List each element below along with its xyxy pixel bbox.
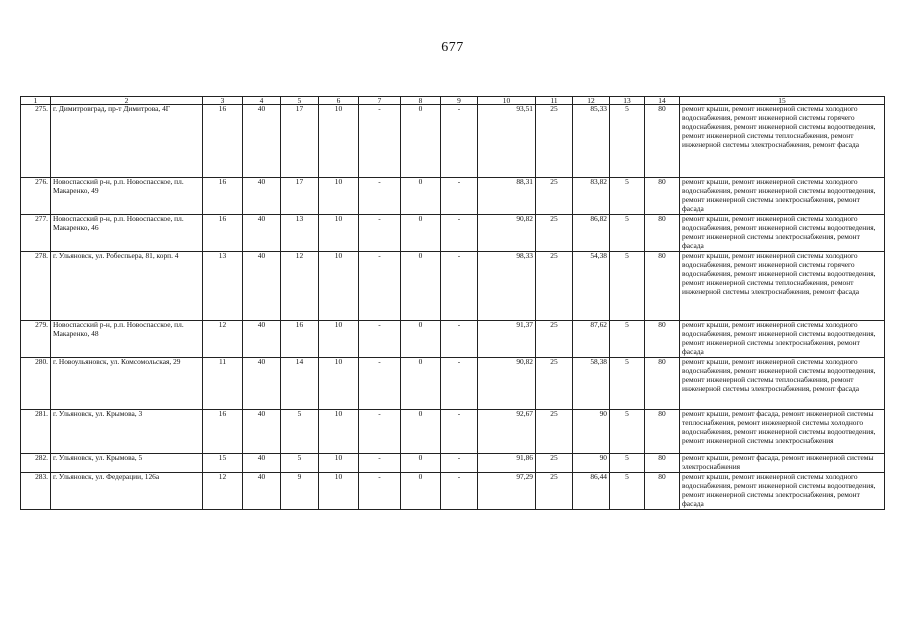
value-cell: 40 xyxy=(243,472,281,509)
value-cell: 5 xyxy=(610,321,645,358)
value-cell: 0 xyxy=(401,410,441,454)
value-cell: 25 xyxy=(536,105,573,178)
column-number-header: 8 xyxy=(401,97,441,105)
row-number: 276. xyxy=(21,178,51,215)
value-cell: 15 xyxy=(203,454,243,473)
column-number-header: 10 xyxy=(478,97,536,105)
value-cell: 80 xyxy=(645,454,680,473)
value-cell: 0 xyxy=(401,454,441,473)
value-cell: 0 xyxy=(401,321,441,358)
value-cell: 12 xyxy=(203,321,243,358)
address-cell: г. Ульяновск, ул. Робеспьера, 81, корп. 4 xyxy=(51,252,203,321)
value-cell: - xyxy=(441,454,478,473)
row-number: 277. xyxy=(21,215,51,252)
value-cell: 88,31 xyxy=(478,178,536,215)
value-cell: - xyxy=(441,321,478,358)
value-cell: 90,82 xyxy=(478,215,536,252)
works-cell: ремонт крыши, ремонт инженерной системы холодного водоснабжения, ремонт инженерной системы водоотведения, ремонт инженерной системы теплоснабжения, ремонт инженерной системы электроснабжения, ремонт фасада xyxy=(680,358,885,410)
value-cell: 16 xyxy=(281,321,319,358)
value-cell: 40 xyxy=(243,410,281,454)
value-cell: 12 xyxy=(203,472,243,509)
value-cell: 92,67 xyxy=(478,410,536,454)
value-cell: 12 xyxy=(281,252,319,321)
row-number: 281. xyxy=(21,410,51,454)
value-cell: 5 xyxy=(610,472,645,509)
column-number-header: 14 xyxy=(645,97,680,105)
value-cell: 5 xyxy=(610,252,645,321)
value-cell: 25 xyxy=(536,321,573,358)
column-number-header: 3 xyxy=(203,97,243,105)
value-cell: - xyxy=(441,252,478,321)
table-row xyxy=(21,105,885,178)
address-cell: Новоспасский р-н, р.п. Новоспасское, пл. Макаренко, 48 xyxy=(51,321,203,358)
value-cell: - xyxy=(441,472,478,509)
value-cell: - xyxy=(441,178,478,215)
value-cell: 25 xyxy=(536,178,573,215)
repair-schedule-table xyxy=(20,96,885,510)
value-cell: 10 xyxy=(319,472,359,509)
value-cell: 13 xyxy=(281,215,319,252)
row-number: 282. xyxy=(21,454,51,473)
column-number-header: 15 xyxy=(680,97,885,105)
value-cell: 0 xyxy=(401,472,441,509)
value-cell: 40 xyxy=(243,105,281,178)
value-cell: - xyxy=(359,410,401,454)
value-cell: 10 xyxy=(319,178,359,215)
value-cell: 87,62 xyxy=(573,321,610,358)
value-cell: 13 xyxy=(203,252,243,321)
value-cell: 10 xyxy=(319,321,359,358)
value-cell: 5 xyxy=(610,215,645,252)
value-cell: 10 xyxy=(319,105,359,178)
column-number-header: 6 xyxy=(319,97,359,105)
value-cell: 40 xyxy=(243,321,281,358)
value-cell: 80 xyxy=(645,252,680,321)
value-cell: - xyxy=(441,410,478,454)
column-number-header: 12 xyxy=(573,97,610,105)
value-cell: 0 xyxy=(401,252,441,321)
works-cell: ремонт крыши, ремонт фасада, ремонт инженерной системы электроснабжения xyxy=(680,454,885,473)
value-cell: - xyxy=(359,252,401,321)
row-number: 283. xyxy=(21,472,51,509)
value-cell: 17 xyxy=(281,178,319,215)
works-cell: ремонт крыши, ремонт инженерной системы холодного водоснабжения, ремонт инженерной системы горячего водоснабжения, ремонт инженерной системы водоотведения, ремонт инженерной системы теплоснабжения, ремонт инженерной системы электроснабжения, ремонт фасада xyxy=(680,105,885,178)
value-cell: - xyxy=(441,215,478,252)
value-cell: 90,82 xyxy=(478,358,536,410)
address-cell: Новоспасский р-н, р.п. Новоспасское, пл. Макаренко, 49 xyxy=(51,178,203,215)
value-cell: 9 xyxy=(281,472,319,509)
value-cell: 5 xyxy=(281,454,319,473)
page-number: 677 xyxy=(441,40,464,55)
value-cell: - xyxy=(359,178,401,215)
works-cell: ремонт крыши, ремонт фасада, ремонт инженерной системы теплоснабжения, ремонт инженерной системы холодного водоснабжения, ремонт инженерной системы водоотведения, ремонт инженерной системы электроснабжения xyxy=(680,410,885,454)
value-cell: 16 xyxy=(203,105,243,178)
value-cell: - xyxy=(359,105,401,178)
value-cell: 5 xyxy=(281,410,319,454)
value-cell: 17 xyxy=(281,105,319,178)
value-cell: 40 xyxy=(243,178,281,215)
value-cell: 93,51 xyxy=(478,105,536,178)
value-cell: 98,33 xyxy=(478,252,536,321)
value-cell: 25 xyxy=(536,252,573,321)
value-cell: 80 xyxy=(645,410,680,454)
works-cell: ремонт крыши, ремонт инженерной системы холодного водоснабжения, ремонт инженерной системы водоотведения, ремонт инженерной системы электроснабжения, ремонт фасада xyxy=(680,321,885,358)
value-cell: 83,82 xyxy=(573,178,610,215)
value-cell: 0 xyxy=(401,178,441,215)
value-cell: 25 xyxy=(536,215,573,252)
row-number: 278. xyxy=(21,252,51,321)
table-row xyxy=(21,454,885,473)
value-cell: 16 xyxy=(203,410,243,454)
value-cell: 10 xyxy=(319,358,359,410)
value-cell: - xyxy=(359,215,401,252)
works-cell: ремонт крыши, ремонт инженерной системы холодного водоснабжения, ремонт инженерной системы водоотведения, ремонт инженерной системы электроснабжения, ремонт фасада xyxy=(680,178,885,215)
value-cell: 25 xyxy=(536,358,573,410)
row-number: 275. xyxy=(21,105,51,178)
value-cell: - xyxy=(441,105,478,178)
works-cell: ремонт крыши, ремонт инженерной системы холодного водоснабжения, ремонт инженерной системы водоотведения, ремонт инженерной системы электроснабжения, ремонт фасада xyxy=(680,215,885,252)
column-number-header: 5 xyxy=(281,97,319,105)
value-cell: 90 xyxy=(573,454,610,473)
value-cell: 14 xyxy=(281,358,319,410)
value-cell: - xyxy=(359,358,401,410)
table-row xyxy=(21,215,885,252)
value-cell: 40 xyxy=(243,454,281,473)
value-cell: 10 xyxy=(319,215,359,252)
value-cell: 16 xyxy=(203,215,243,252)
address-cell: г. Ульяновск, ул. Крымова, 5 xyxy=(51,454,203,473)
table-row xyxy=(21,178,885,215)
value-cell: 58,38 xyxy=(573,358,610,410)
value-cell: 10 xyxy=(319,454,359,473)
value-cell: 86,82 xyxy=(573,215,610,252)
value-cell: 0 xyxy=(401,358,441,410)
value-cell: 54,38 xyxy=(573,252,610,321)
value-cell: 11 xyxy=(203,358,243,410)
value-cell: 0 xyxy=(401,105,441,178)
value-cell: 80 xyxy=(645,105,680,178)
row-number: 279. xyxy=(21,321,51,358)
value-cell: 5 xyxy=(610,410,645,454)
value-cell: 80 xyxy=(645,215,680,252)
value-cell: 80 xyxy=(645,178,680,215)
value-cell: 10 xyxy=(319,252,359,321)
value-cell: 91,37 xyxy=(478,321,536,358)
column-number-header: 1 xyxy=(21,97,51,105)
table-row xyxy=(21,321,885,358)
value-cell: 5 xyxy=(610,178,645,215)
column-number-header: 11 xyxy=(536,97,573,105)
value-cell: 80 xyxy=(645,321,680,358)
value-cell: 40 xyxy=(243,358,281,410)
value-cell: 25 xyxy=(536,410,573,454)
value-cell: - xyxy=(359,321,401,358)
address-cell: г. Ульяновск, ул. Крымова, 3 xyxy=(51,410,203,454)
column-number-header: 4 xyxy=(243,97,281,105)
address-cell: г. Димитровград, пр-т Димитрова, 4Г xyxy=(51,105,203,178)
value-cell: 40 xyxy=(243,252,281,321)
column-number-header: 7 xyxy=(359,97,401,105)
header-row xyxy=(21,97,885,105)
address-cell: Новоспасский р-н, р.п. Новоспасское, пл. Макаренко, 46 xyxy=(51,215,203,252)
value-cell: 5 xyxy=(610,105,645,178)
table-row xyxy=(21,252,885,321)
value-cell: 25 xyxy=(536,454,573,473)
address-cell: г. Ульяновск, ул. Федерации, 126а xyxy=(51,472,203,509)
value-cell: 86,44 xyxy=(573,472,610,509)
table-row xyxy=(21,358,885,410)
value-cell: - xyxy=(359,454,401,473)
works-cell: ремонт крыши, ремонт инженерной системы холодного водоснабжения, ремонт инженерной системы горячего водоснабжения, ремонт инженерной системы водоотведения, ремонт инженерной системы теплоснабжения, ремонт инженерной системы электроснабжения, ремонт фасада xyxy=(680,252,885,321)
column-number-header: 9 xyxy=(441,97,478,105)
row-number: 280. xyxy=(21,358,51,410)
value-cell: - xyxy=(359,472,401,509)
value-cell: 90 xyxy=(573,410,610,454)
value-cell: 85,33 xyxy=(573,105,610,178)
value-cell: 16 xyxy=(203,178,243,215)
value-cell: 10 xyxy=(319,410,359,454)
value-cell: 80 xyxy=(645,358,680,410)
value-cell: 25 xyxy=(536,472,573,509)
table-row xyxy=(21,410,885,454)
value-cell: - xyxy=(441,358,478,410)
value-cell: 5 xyxy=(610,454,645,473)
value-cell: 91,86 xyxy=(478,454,536,473)
value-cell: 40 xyxy=(243,215,281,252)
address-cell: г. Новоульяновск, ул. Комсомольская, 29 xyxy=(51,358,203,410)
table-row xyxy=(21,472,885,509)
value-cell: 80 xyxy=(645,472,680,509)
works-cell: ремонт крыши, ремонт инженерной системы холодного водоснабжения, ремонт инженерной системы водоотведения, ремонт инженерной системы электроснабжения, ремонт фасада xyxy=(680,472,885,509)
column-number-header: 13 xyxy=(610,97,645,105)
value-cell: 97,29 xyxy=(478,472,536,509)
column-number-header: 2 xyxy=(51,97,203,105)
value-cell: 0 xyxy=(401,215,441,252)
value-cell: 5 xyxy=(610,358,645,410)
